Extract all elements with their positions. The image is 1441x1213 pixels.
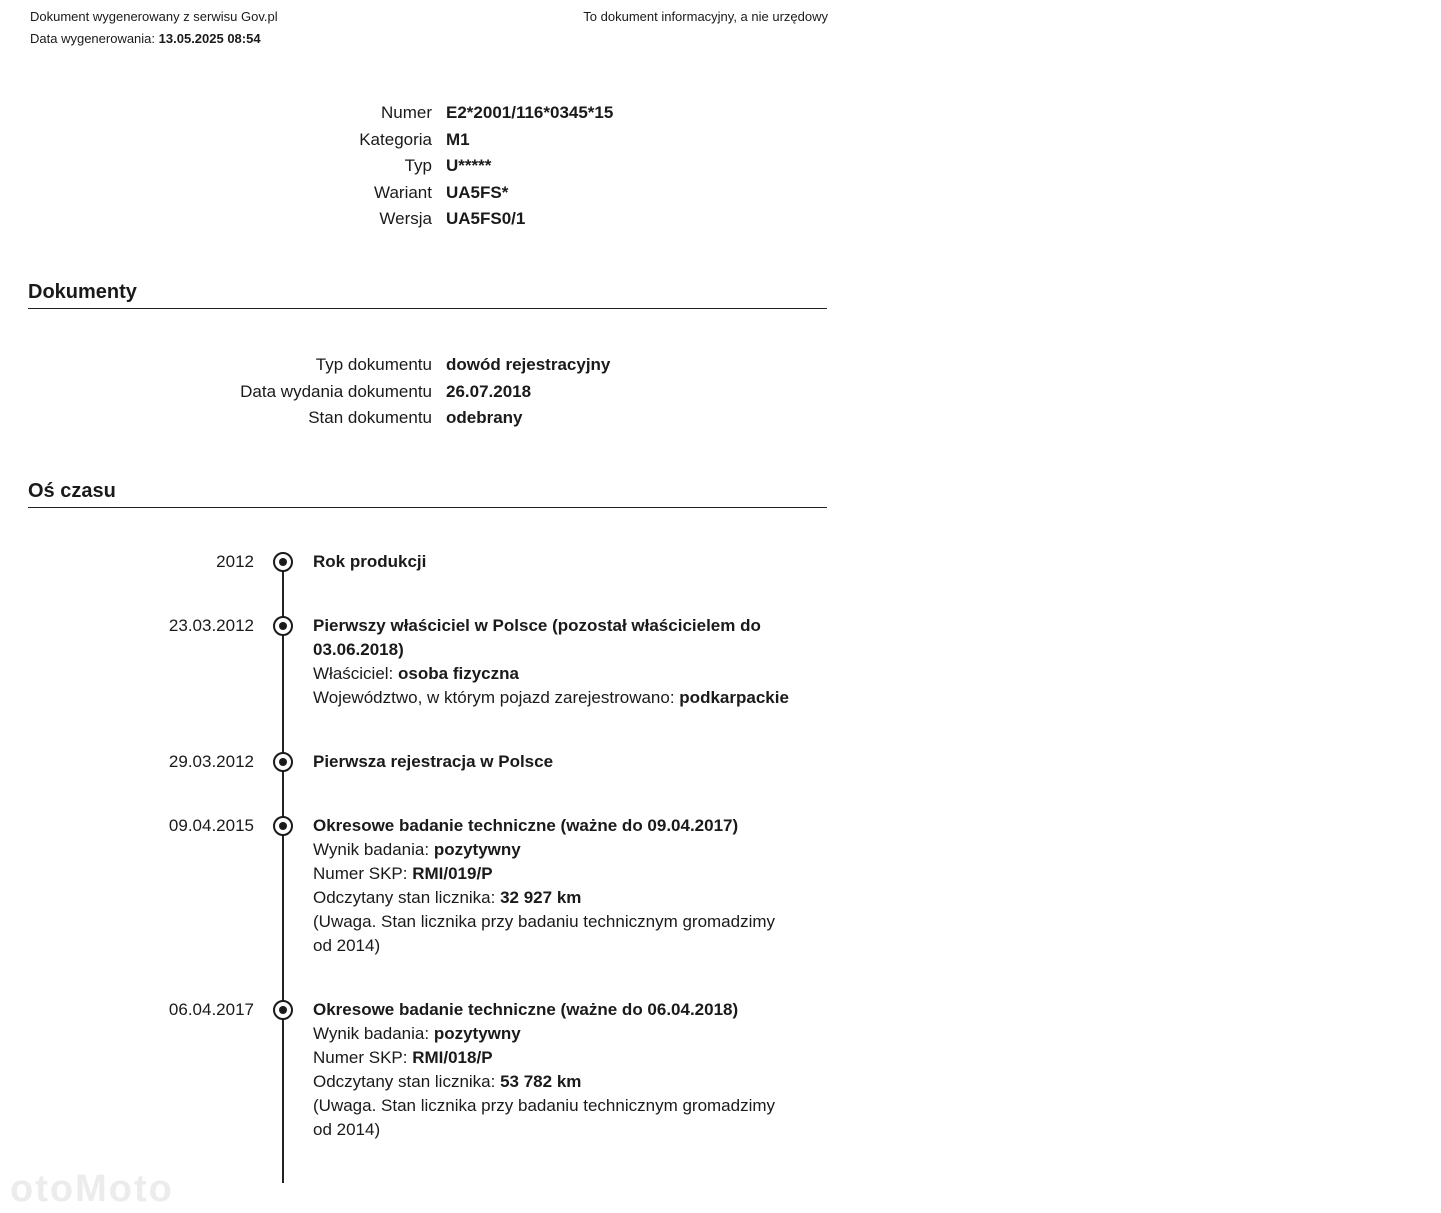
generated-value: 13.05.2025 08:54: [158, 31, 261, 46]
timeline: [0, 548, 860, 1188]
homologation-row-variant: [340, 180, 613, 207]
event-body: [313, 614, 793, 710]
generated-line: [30, 28, 278, 50]
field-value: UA5FS0/1: [446, 209, 526, 229]
generated-label: Data wygenerowania:: [30, 31, 156, 46]
source-line: Dokument wygenerowany z serwisu Gov.pl: [30, 9, 278, 24]
event-body: [313, 750, 793, 774]
detail-value: osoba fizyczna: [398, 664, 519, 683]
event-title: Okresowe badanie techniczne (ważne do 06.04.2018): [313, 1000, 739, 1019]
field-value: U*****: [446, 156, 492, 176]
detail-value: podkarpackie: [679, 688, 789, 707]
event-body: [313, 550, 793, 574]
detail-label: Numer SKP:: [313, 1048, 408, 1067]
event-detail-owner: [313, 662, 793, 686]
detail-value: RMI/019/P: [412, 864, 493, 883]
detail-label: Odczytany stan licznika:: [313, 1072, 496, 1091]
field-value: E2*2001/116*0345*15: [446, 103, 614, 122]
event-date: 2012: [216, 552, 254, 571]
event-body: [313, 814, 793, 958]
watermark-logo: otoMoto: [10, 1168, 174, 1210]
section-divider: [28, 507, 827, 508]
event-title: Pierwszy właściciel w Polsce (pozostał właścicielem do 03.06.2018): [313, 616, 761, 659]
event-date: 09.04.2015: [168, 816, 254, 835]
section-divider: [28, 308, 827, 309]
field-value: dowód rejestracyjny: [446, 355, 611, 374]
field-value: M1: [446, 129, 470, 149]
timeline-dot-icon: [273, 1000, 293, 1020]
document-row-issue-date: [200, 379, 610, 406]
event-date: 23.03.2012: [168, 616, 254, 635]
timeline-dot-icon: [273, 616, 293, 636]
timeline-dot-icon: [273, 752, 293, 772]
detail-label: Numer SKP:: [313, 864, 408, 883]
detail-label: Odczytany stan licznika:: [313, 888, 496, 907]
event-detail-odometer: [313, 886, 793, 910]
field-label: Stan dokumentu: [308, 408, 432, 428]
homologation-row-type: [340, 153, 613, 180]
detail-value: 53 782 km: [500, 1072, 582, 1091]
section-title-timeline: Oś czasu: [28, 480, 116, 502]
detail-label: Wynik badania:: [313, 840, 430, 859]
field-value: 26.07.2018: [446, 381, 532, 401]
homologation-row-number: [340, 100, 613, 127]
homologation-row-category: [340, 127, 613, 154]
detail-label: Wynik badania:: [313, 1024, 430, 1043]
event-detail-result: [313, 838, 793, 862]
field-value: UA5FS*: [446, 182, 509, 202]
event-body: [313, 998, 793, 1142]
detail-value: 32 927 km: [500, 888, 582, 907]
event-detail-skp: [313, 862, 793, 886]
event-date: 29.03.2012: [168, 752, 254, 771]
event-detail-skp: [313, 1046, 793, 1070]
document-row-status: [200, 405, 610, 432]
event-detail-odometer: [313, 1070, 793, 1094]
event-detail-result: [313, 1022, 793, 1046]
field-label: Data wydania dokumentu: [240, 381, 432, 401]
document-row-type: [200, 352, 610, 379]
field-label: Wersja: [379, 209, 432, 229]
homologation-row-version: [340, 206, 613, 233]
field-label: Typ: [404, 156, 432, 176]
event-detail-region: [313, 686, 793, 710]
homologation-table: [340, 100, 613, 233]
field-label: Wariant: [374, 182, 432, 202]
event-title: Okresowe badanie techniczne (ważne do 09.04.2017): [313, 816, 739, 835]
documents-table: [200, 352, 610, 432]
timeline-dot-icon: [273, 552, 293, 572]
detail-value: pozytywny: [433, 1024, 521, 1043]
field-label: Typ dokumentu: [315, 355, 432, 374]
event-note: (Uwaga. Stan licznika przy badaniu technicznym gromadzimy od 2014): [313, 1096, 776, 1139]
timeline-axis: [282, 561, 284, 1183]
field-value: odebrany: [446, 408, 523, 428]
detail-value: RMI/018/P: [412, 1048, 493, 1067]
detail-label: Właściciel:: [313, 664, 394, 683]
event-title: Pierwsza rejestracja w Polsce: [313, 752, 554, 771]
detail-label: Województwo, w którym pojazd zarejestrowano:: [313, 688, 675, 707]
field-label: Kategoria: [359, 129, 432, 149]
event-title: Rok produkcji: [313, 552, 427, 571]
section-title-documents: Dokumenty: [28, 281, 137, 303]
timeline-dot-icon: [273, 816, 293, 836]
detail-value: pozytywny: [433, 840, 521, 859]
event-note: (Uwaga. Stan licznika przy badaniu technicznym gromadzimy od 2014): [313, 912, 776, 955]
event-date: 06.04.2017: [168, 1000, 254, 1019]
disclaimer: To dokument informacyjny, a nie urzędowy: [583, 9, 828, 24]
field-label: Numer: [380, 103, 432, 122]
header-left: [30, 6, 278, 50]
